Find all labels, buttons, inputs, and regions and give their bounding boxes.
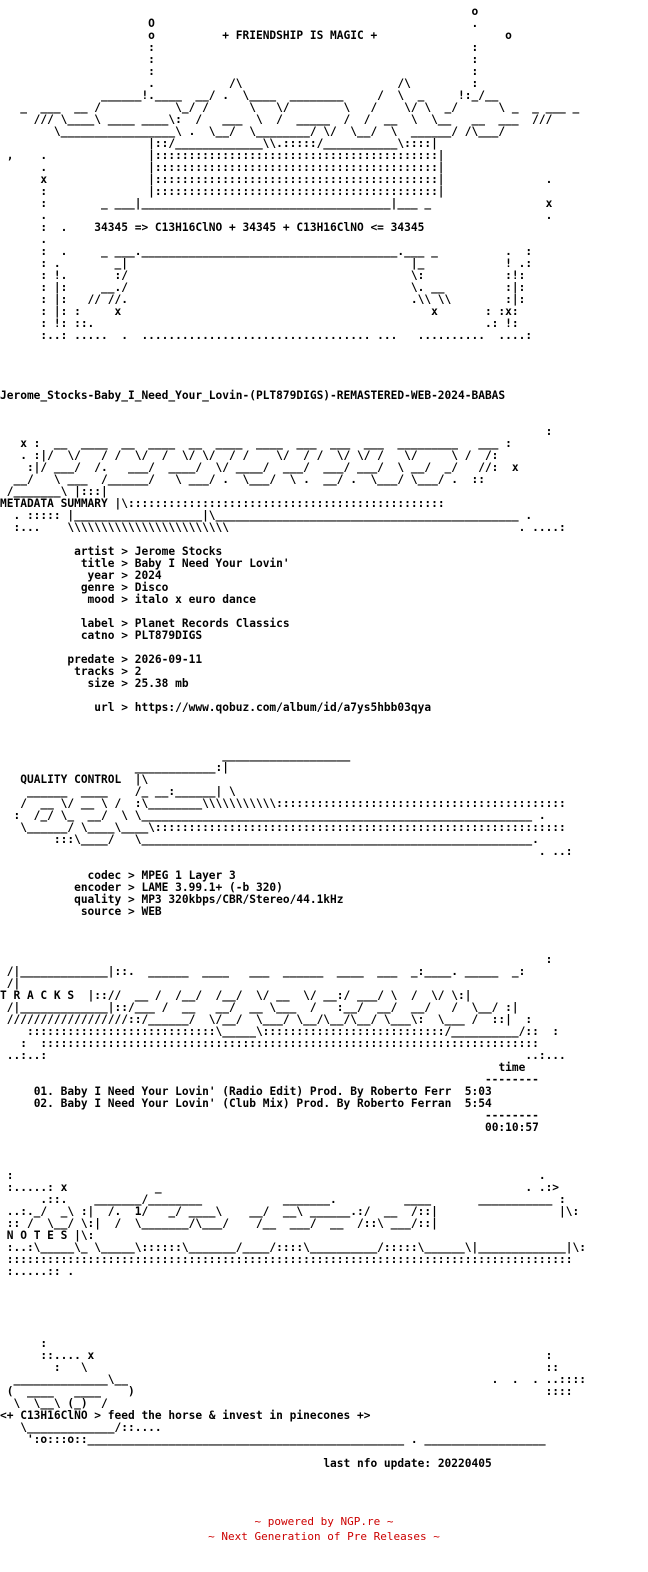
footer [0, 1515, 648, 1529]
footer-ngp-link[interactable]: NGP.re [340, 1515, 381, 1528]
notes-header-art: : . :.....: x _ . .:> .::. _______/________ _______. ____ ___________ : ..:._/ _\ :| /. 1/ _/ ____\ __/ __\ ______.:/ __ /::| |\: :: / \__/ \:| / \_______/\___/ /__ ___/ __ /::\ ___/::| [6, 1169, 580, 1230]
meta-label: Planet Records Classics [134, 617, 290, 630]
track-1-time: 5:03 [464, 1085, 492, 1098]
meta-mood: italo x euro dance [134, 593, 256, 606]
top-banner-art: o O . o + FRIENDSHIP IS MAGIC + o : : : : : : . /\ /\ : ______!.____ __/ . \____ ________ / \ _ !:_/__ _ ___ __ / \_/ / \ \/ \ / \/ \ _/ \ _ _ ___ _ /// \____\ ____ ____\: / ___ \ / _____ / / __ \ \__ __ ___ /// \_________________\ . \__/ \________/ \/ \__/ \ ______/ /\___/ |::/_____________\\.:::::/___________\::::| , . |::::::::::::::::::::::::::::::::::::::::::| . |::::::::::::::::::::::::::::::::::::::::::| x |::::::::::::::::::::::::::::::::::::::::::| . : |::::::::::::::::::::::::::::::::::::::::::| : _ ___|_____________________________________|___ _ x . . : . 34345 => C13H16ClNO + 34345 + C13H16ClNO <= 34345 . : . _ ___.______________________________________.___ _ . : : . _| |_ ! .: : !. :/ \: :!: : |: __./ \. __ :|: : |: // //. .\\ \\ :|: : |: : x x : :x: : !: ::. .: !: :..: ..... . .................................. ... .......... ....: [6, 6, 580, 342]
tracks-total-time: 00:10:57 [484, 1121, 539, 1134]
track-2-time: 5:54 [464, 1097, 492, 1110]
banner-title: + FRIENDSHIP IS MAGIC + [222, 29, 378, 42]
quality-quality: MP3 320kbps/CBR/Stereo/44.1kHz [141, 893, 344, 906]
footer-tagline-wrap [0, 1530, 648, 1544]
meta-predate: 2026-09-11 [134, 653, 203, 666]
meta-size: 25.38 mb [134, 677, 189, 690]
track-2-number: 02. [33, 1097, 54, 1110]
notes-text: <+ C13H16ClNO > feed the horse & invest in pinecones +> [0, 1409, 371, 1422]
track-2-title: Baby I Need Your Lovin' (Club Mix) Prod. By Roberto Ferran [60, 1097, 452, 1110]
nfo-document: o O . o + FRIENDSHIP IS MAGIC + o : : : : : : . /\ /\ : ______!.____ __/ . \____ ________ / \ _ !:_/__ _ ___ __ / \_/ / \ \/ \ / \/ \ _/ \ _ _ ___ _ /// \____\ ____ ____\: / ___ \ / _____ / / __ \ \__ __ ___ /// \_________________\ . \__/ \________/ \/ \__/ \ ______/ /\___/ |::/_____________\\.:::::/___________\::::| , . |::::::::::::::::::::::::::::::::::::::::::| . |::::::::::::::::::::::::::::::::::::::::::| x |::::::::::::::::::::::::::::::::::::::::::| . : |::::::::::::::::::::::::::::::::::::::::::| : _ ___|_____________________________________|___ _ x . . : . 34345 => C13H16ClNO + 34345 + C13H16ClNO <= 34345 . : . _ ___.______________________________________.___ _ . : : . _| |_ ! .: : !. :/ \: :!: : |: __./ \. __ :|: : |: // //. .\\ \\ :|: : |: : x x : :x: : !: ::. .: !: :..: ..... . .................................. ... .......... ....: Jerome_Stocks-Baby_I_Need_Your_Lovin-(PLT879DIGS)-REMASTERED-WEB-2024-BABAS : x : __ ____ __ ____ __ ____ ____ ___ ___ ___ _________ ___ : . :|/ \/ / / \/ / \/ \/ / / \/ / / \/ \/ / \/ \ / /: :|/ ___/ /. ___/ ____/ \/ ____/ ___/ ___/ ___/ \ __/ _/ //: x __/ \ ___ /______/ \ ___/ . \___/ \ . __/ . \___/ \___/ . :: /_______\ |:::| METADATA SUMMARY |\::::::::::::::::::::::::::::::::::::::::::::::: . ::::: |___________________|\_____________________________________________ . :... \\\\\\\\\\\\\\\\\\\\\\\\ . ....: artist > Jerome Stocks title > Baby I Need Your Lovin' year > 2024 genre > Disco mood > italo x euro dance label > Planet Records Classics catno > PLT879DIGS predate > 2026-09-11 tracks > 2 size > 25.38 mb url > https://www.qobuz.com/album/id/a7ys5hbb03qya ___________________ ____________:| QUALITY CONTROL |\ ______ ____ /_ __:______| \ / __ \/ __ \ / :\________\\\\\\\\\\\::::::::::::::::::::::::::::::::::::::::::: : /_/ \_ __/ \ \__________________________________________________________ . \______/ \____\____\::::::::::::::::::::::::::::::::::::::::::::::::::::::::::::: :::\____/ \__________________________________________________________. . ..: codec > MPEG 1 Layer 3 encoder > LAME 3.99.1+ (-b 320) quality > MP3 320kbps/CBR/Stereo/44.1kHz source > WEB : /|_____________|::. ______ ____ ___ ______ ____ ___ _:____. _____ _: /| T R A C K S |::// __ / /__/ /__/ \/ __ \/ __:/ ___/ \ / \/ \:| /|_____________|::/___ / __ __/ __ \___ / :__/ __/ __/ / \__/ :| //////////////////::/______/ \/__/ \___/ \__/\__/\__/ \___\: \___ / ::| : ::::::::::::::::::::::::::::\_____\:::::::::::::::::::::::::::/__________/:: : : :::::::::::::::::::::::::::::::::::::::::::::::::::::::::::::::::::::::::: ..:..: ..:... time -------- 01. Baby I Need Your Lovin' (Radio Edit) Prod. By Roberto Ferr 5:03 02. Baby I Need Your Lovin' (Club Mix) Prod. By Roberto Ferran 5:54 -------- 00:10:57 : . :.....: x _ . .:> .::. _______/________ _______. ____ ___________ : ..:._/ _\ :| /. 1/ _/ ____\ __/ __\ ______.:/ __ /::| |\: :: / \__/ \:| / \_______/\___/ /__ ___/ __ /::\ ___/::| N O T E S |\: :..:\_____\_ \_____\::::::\_______/____/::::\__________/:::::\______\|_____________|\: :::::::::::::::::::::::::::::::::::::::::::::::::::::::::::::::::::::::::::::::::::: :.....:: . : ::.... x : : \ :: ______________\__ . . . ..:::: ( ____ ____ ) :::: \ \__\ (_) / <+ C13H16ClNO > feed the horse & invest in pinecones +> \_____________/::.... ':o:::o::_______________________________________________ . __________________ last nfo update: 20220405 [0, 6, 648, 1470]
tracks-time-header: time [498, 1061, 526, 1074]
track-1-number: 01. [33, 1085, 54, 1098]
quality-header-art: ___________________ ____________:| [134, 749, 351, 774]
release-name: Jerome_Stocks-Baby_I_Need_Your_Lovin-(PLT879DIGS)-REMASTERED-WEB-2024-BABAS [0, 389, 506, 402]
section-notes: N O T E S [6, 1229, 68, 1242]
footer-tagline: ~ Next Generation of Pre Releases ~ [208, 1530, 440, 1543]
track-1-title: Baby I Need Your Lovin' (Radio Edit) Prod. By Roberto Ferr [60, 1085, 452, 1098]
meta-catno: PLT879DIGS [134, 629, 203, 642]
quality-source: WEB [141, 905, 162, 918]
meta-tracks: 2 [134, 665, 142, 678]
meta-artist: Jerome Stocks [134, 545, 223, 558]
last-update: last nfo update: 20220405 [323, 1457, 492, 1470]
meta-title: Baby I Need Your Lovin' [134, 557, 290, 570]
footer-powered-prefix: ~ powered by [254, 1515, 341, 1528]
section-metadata: METADATA SUMMARY [0, 497, 108, 510]
metadata-header-art: : x : __ ____ __ ____ __ ____ ____ ___ ___ ___ _________ ___ : . :|/ \/ / / \/ / \/ \/ / / \/ / / \/ \/ / \/ \ / /: :|/ ___/ /. ___/ ____/ \/ ____/ ___/ ___/ ___/ \ __/ _/ //: x __/ \ ___ /______/ \ ___/ . \___/ \ . __/ . \___/ \___/ . :: /_______\ |:::| [6, 425, 553, 498]
section-tracks: T R A C K S [0, 989, 75, 1002]
tracks-header-art: : /|_____________|::. ______ ____ ___ ______ ____ ___ _:____. _____ _: /| [6, 953, 553, 990]
notes-ship-art: : ::.... x : : \ :: ______________\__ . . . ..:::: ( ____ ____ ) :::: \ \__\ (_) / [6, 1337, 586, 1410]
banner-formula: 34345 => C13H16ClNO + 34345 + C13H16ClNO <= 34345 [94, 221, 425, 234]
quality-codec: MPEG 1 Layer 3 [141, 869, 236, 882]
meta-url[interactable]: https://www.qobuz.com/album/id/a7ys5hbb03qya [134, 701, 432, 714]
footer-powered-suffix: ~ [380, 1515, 394, 1528]
meta-year: 2024 [134, 569, 162, 582]
section-quality: QUALITY CONTROL [20, 773, 122, 786]
meta-genre: Disco [134, 581, 169, 594]
quality-encoder: LAME 3.99.1+ (-b 320) [141, 881, 283, 894]
